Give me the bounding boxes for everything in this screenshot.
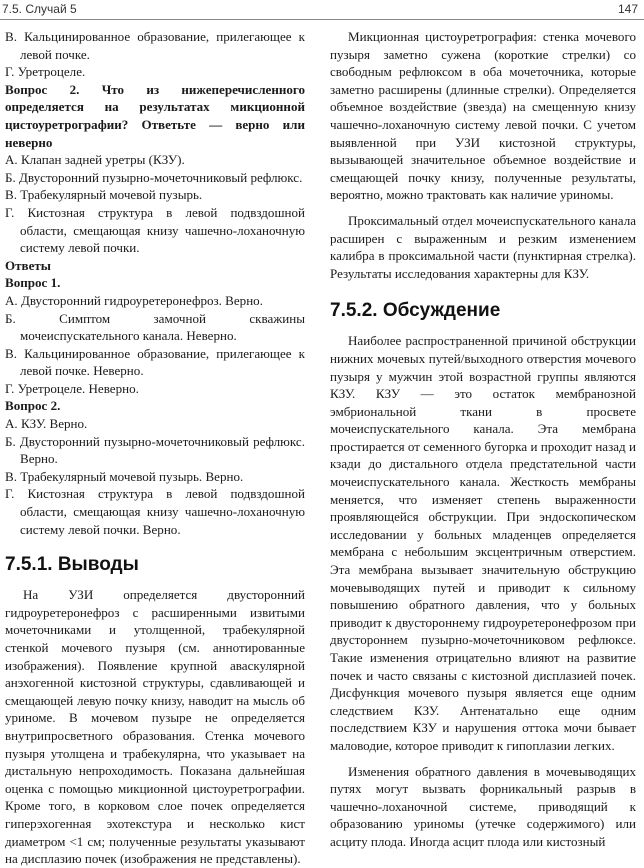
answers-heading: Ответы [5, 257, 51, 273]
answer-1-heading: Вопрос 1. [5, 275, 61, 291]
list-item: А. КЗУ. Верно. [5, 416, 88, 432]
body-paragraph: Наиболее распространенной причиной обструкции нижних мочевых путей/выходного отверстия мочевого пузыря у мужчин этой возрастной группы являются КЗУ. КЗУ — это остаток мембранозной эмбриональной ткани в просвете мочеиспускательного канала. Эта мембрана простирается от семенного бугорка и проходит назад и кзади до дистального отдела предстательной части мочеиспускательного канала. Жесткость мембраны меняется, что изменяет степень выраженности проявляющейся обструкции. При эндоскопическом исследовании у больных младенцев определяется мембрана с небольшим эксцентричным отверстием. Эта мембрана вызывает значительную обструкцию мочевыводящих путей и приводит к сильному повышению обратного давления, что у больных приводит к двустороннему гидроуретеронефрозом при двустороннем пузырно-мочеточниковом рефлюксе. Такие изменения отрицательно влияют на развитие почек и часто связаны с кистозной дисплазией почек. Дисфункция мочевого пузыря является еще одним следствием КЗУ. Антенатально еще одним последствием КЗУ и нарушения оттока мочи бывает маловодие, которое приводит к гипоплазии легких. [330, 333, 636, 753]
list-item: Б. Двусторонний пузырно-мочеточниковый рефлюкс. Верно. [5, 433, 305, 467]
list-item: В. Трабекулярный мочевой пузырь. Верно. [5, 468, 244, 484]
question-2-heading: Вопрос 2. Что из нижеперечисленного определяется на результатах микционной цистоуретрографии? Ответьте — верно или неверно [5, 81, 305, 150]
body-paragraph: Изменения обратного давления в мочевыводящих путях могут вызвать форникальный разрыв в чашечно-лоханочной системе, приводящий к образованию уриномы (утечке содержимого) или асциту плода. Иногда асцит плода или кистозный [330, 763, 636, 849]
list-item: Г. Уретроцеле. [5, 64, 86, 80]
running-head [0, 0, 644, 20]
list-item: А. Клапан задней уретры (КЗУ). [5, 152, 185, 168]
answer-2-heading: Вопрос 2. [5, 398, 61, 414]
list-item: А. Двусторонний гидроуретеронефроз. Верно. [5, 292, 263, 308]
conclusions-paragraph: На УЗИ определяется двусторонний гидроуретеронефроз с расширенными извитыми мочеточниками и утолщенной, трабекулярной стенкой мочевого пузыря (см. аннотированные изображения). Появление крупной аваскулярной анэхогенной кистозной структуры, сдавливающей и смещающей левую почку книзу, наводит на мысль об уриноме. В мочевом пузыре не определяется внутрипросветного образования. Стенка мочевого пузыря утолщена и трабекулярна, что указывает на дистальную непроходимость. Показана дальнейшая оценка с помощью микционной цистоуретрографии. Кроме того, в корковом слое почек определяется гиперэхогенная эхотекстура и несколько кист диаметром <1 см; полученные результаты указывают на дисплазию почек (изображения не представлены). [5, 587, 305, 867]
list-item: Г. Кистозная структура в левой подвздошной области, смещающая книзу чашечно-лоханочную систему левой почки. Верно. [5, 486, 305, 537]
list-item: В. Кальцинированное образование, прилегающее к левой почке. [5, 29, 305, 62]
section-header-title: 7.5. Случай 5 [2, 2, 77, 16]
list-item: Г. Уретроцеле. Неверно. [5, 380, 139, 396]
body-paragraph: Микционная цистоуретрография: стенка мочевого пузыря заметно сужена (короткие стрелки) со свободным рефлюксом в оба мочеточника, которые заметно расширены (длинные стрелки). Определяется объемное воздействие (звезда) на смещенную книзу чашечно-лоханочную систему левой почки. С учетом выявленной при УЗИ кистозной структуры, вызывающей значительное объемное воздействие и смещающей почку книзу, полученные результаты, вероятно, можно трактовать как наличие уриномы. [330, 29, 636, 203]
list-item: В. Кальцинированное образование, прилегающее к левой почке. Неверно. [5, 345, 305, 379]
right-column [330, 28, 636, 851]
paragraph-gap [330, 755, 636, 763]
paragraph-gap [330, 204, 636, 212]
page-number: 147 [617, 2, 638, 16]
body-paragraph: Проксимальный отдел мочеиспускательного канала расширен с выраженным и резким изменением калибра в проксимальной части (пунктирная стрелка). Результаты исследования характерны для КЗУ. [330, 212, 636, 281]
list-item: В. Трабекулярный мочевой пузырь. [5, 187, 203, 203]
conclusions-title: 7.5.1. Выводы [5, 554, 139, 576]
list-item: Б. Двусторонний пузырно-мочеточниковый рефлюкс. [5, 169, 303, 185]
left-column [5, 28, 305, 868]
list-item: Г. Кистозная структура в левой подвздошной области, смещающая книзу чашечно-лоханочную систему левой почки. [5, 204, 305, 256]
discussion-title: 7.5.2. Обсуждение [330, 300, 501, 322]
list-item: Б. Симптом замочной скважины мочеиспускательного канала. Неверно. [5, 310, 305, 344]
